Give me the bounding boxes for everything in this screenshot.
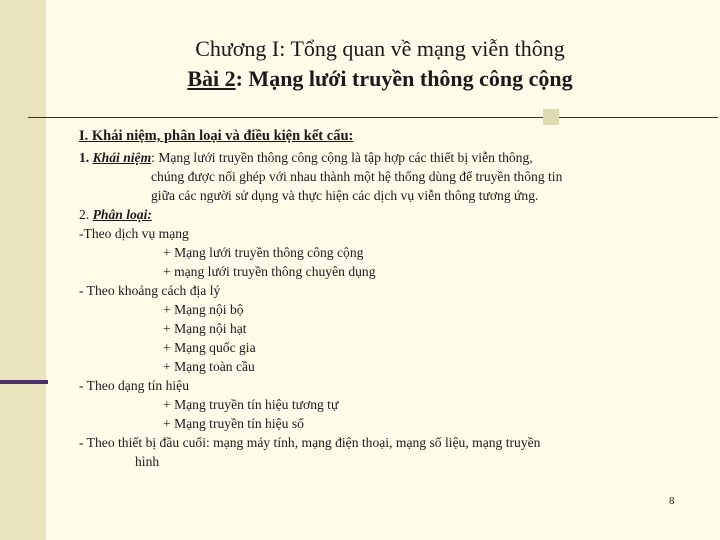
definition-text: : Mạng lưới truyền thông công cộng là tập hợp các thiết bị viễn thông, bbox=[151, 150, 533, 165]
slide-content bbox=[79, 127, 699, 471]
list-subitem: + mạng lưới truyền thông chuyên dụng bbox=[163, 264, 376, 279]
terminal-item: - Theo thiết bị đầu cuối: mạng máy tính, mạng điện thoại, mạng số liệu, mạng truyền bbox=[79, 435, 541, 450]
list-subitem: + Mạng truyền tín hiệu tương tự bbox=[163, 397, 339, 412]
definition-continuation: chúng được nối ghép với nhau thành một hệ thống dùng để truyền thông tin bbox=[151, 169, 563, 184]
list-subitem: + Mạng nội hạt bbox=[163, 321, 247, 336]
decor-square bbox=[543, 109, 559, 125]
list-subitem: + Mạng truyền tín hiệu số bbox=[163, 416, 304, 431]
lesson-name: : Mạng lưới truyền thông công cộng bbox=[235, 66, 573, 91]
list-item: -Theo dịch vụ mạng bbox=[79, 226, 189, 241]
left-accent-line bbox=[0, 380, 48, 384]
list-subitem: + Mạng nội bộ bbox=[163, 302, 244, 317]
lesson-title bbox=[0, 66, 720, 92]
lesson-number: Bài 2 bbox=[187, 66, 236, 91]
list-subitem: + Mạng quốc gia bbox=[163, 340, 256, 355]
list-subitem: + Mạng toàn cầu bbox=[163, 359, 255, 374]
chapter-title: Chương I: Tổng quan về mạng viễn thông bbox=[195, 36, 565, 61]
definition-continuation: giữa các người sử dụng và thực hiện các dịch vụ viễn thông tương ứng. bbox=[151, 188, 539, 203]
classification-number: 2. bbox=[79, 207, 93, 222]
classification-line bbox=[79, 205, 699, 224]
list-subitem: + Mạng lưới truyền thông công cộng bbox=[163, 245, 364, 260]
list-item: - Theo dạng tín hiệu bbox=[79, 378, 189, 393]
definition-line bbox=[79, 148, 699, 167]
page-number: 8 bbox=[669, 495, 675, 507]
definition-label: Khái niệm bbox=[92, 150, 152, 165]
title-divider bbox=[28, 117, 718, 118]
classification-label: Phân loại: bbox=[92, 207, 152, 222]
list-item: - Theo khoảng cách địa lý bbox=[79, 283, 221, 298]
section-heading: I. Khái niệm, phân loại và điều kiện kết cấu: bbox=[79, 128, 354, 144]
terminal-item-continuation: hình bbox=[135, 454, 160, 469]
classification-list bbox=[79, 224, 699, 433]
definition-number: 1. bbox=[79, 150, 93, 165]
